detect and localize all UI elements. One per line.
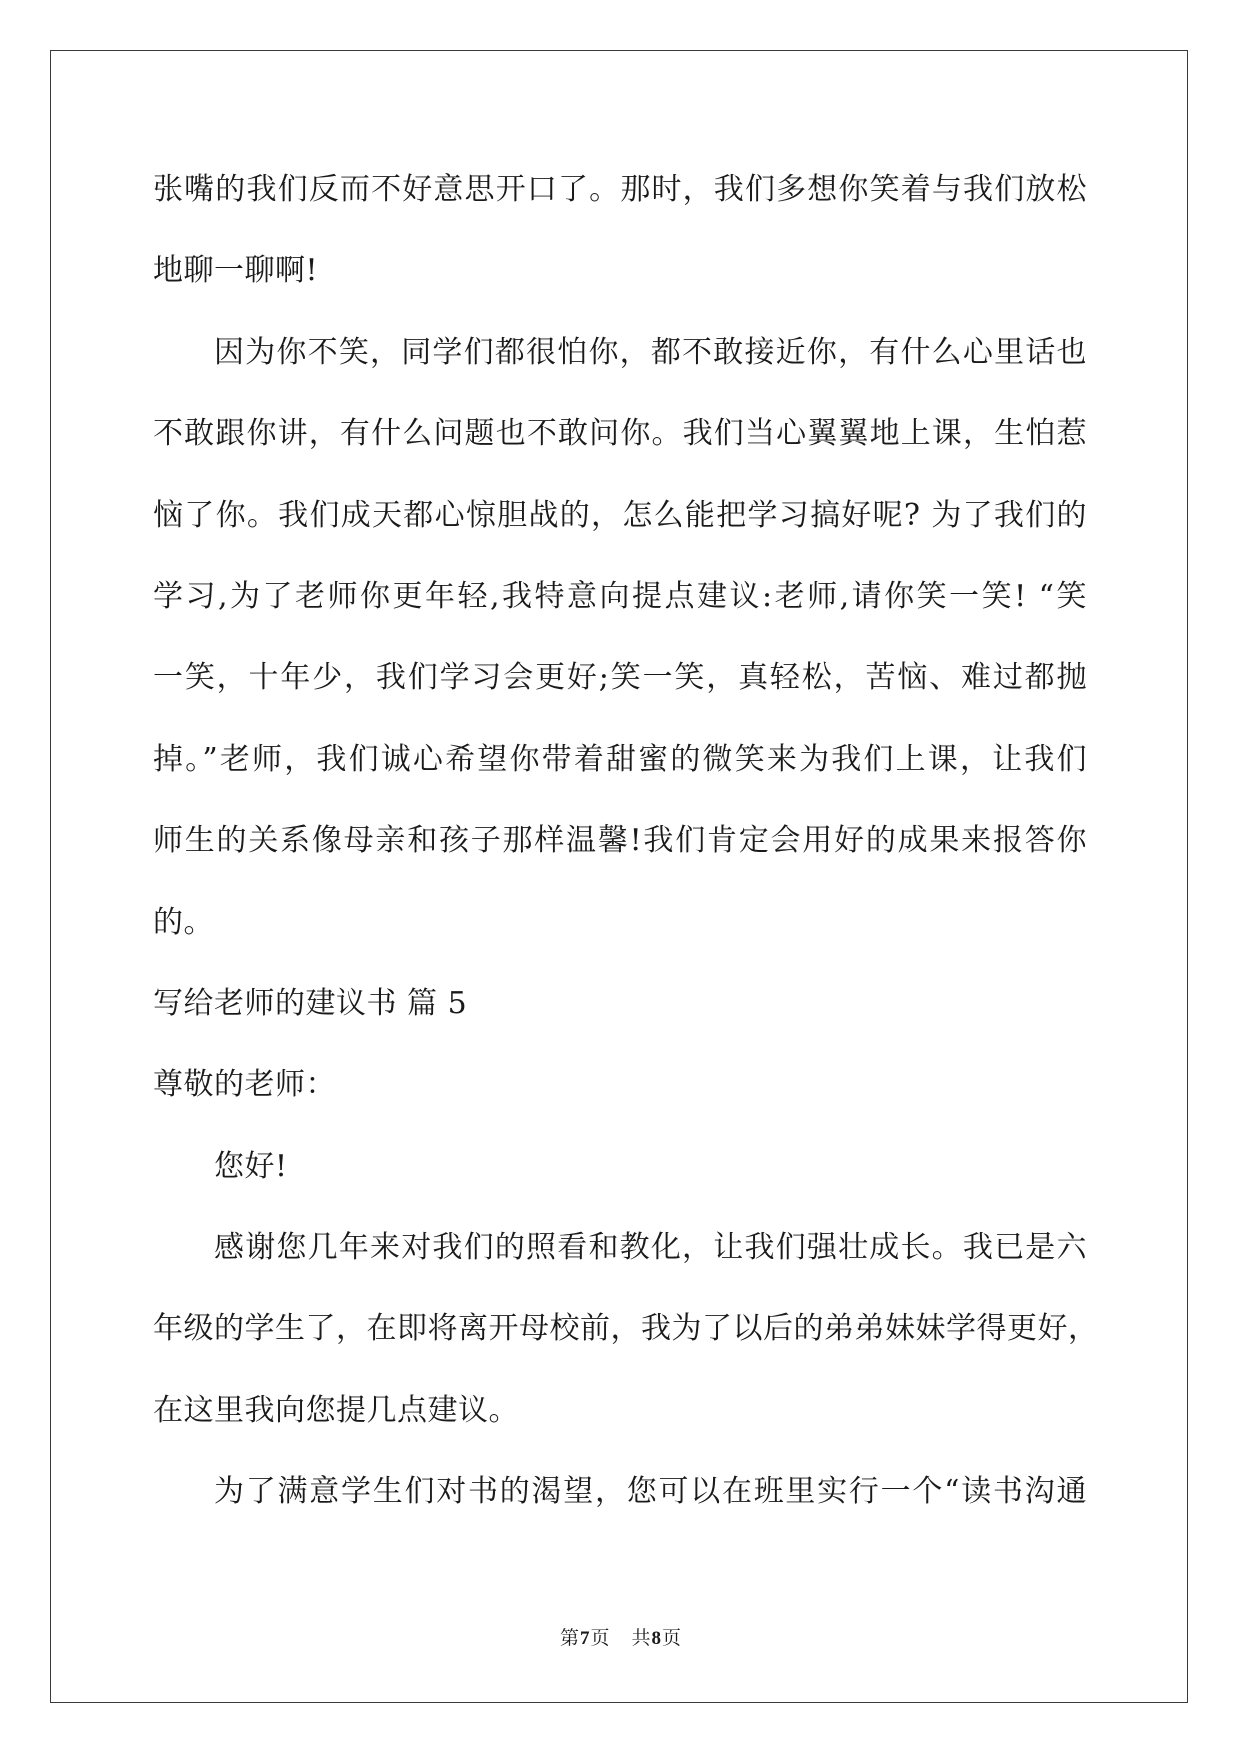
text-line: 地聊一聊啊! <box>153 253 319 289</box>
text-line: 感谢您几年来对我们的照看和教化，让我们强壮成长。我已是六 <box>214 1230 1087 1266</box>
salutation: 尊敬的老师： <box>153 1067 336 1103</box>
page-number-suffix: 页 <box>590 1627 610 1649</box>
text-line: 掉。”老师，我们诚心希望你带着甜蜜的微笑来为我们上课，让我们 <box>153 741 1087 777</box>
text-line: 恼了你。我们成天都心惊胆战的，怎么能把学习搞好呢? 为了我们的 <box>153 497 1087 533</box>
total-pages-suffix: 页 <box>662 1627 682 1649</box>
total-pages-number: 8 <box>651 1628 662 1649</box>
text-line: 张嘴的我们反而不好意思开口了。那时，我们多想你笑着与我们放松 <box>153 172 1087 207</box>
text-line: 一笑，十年少，我们学习会更好;笑一笑，真轻松，苦恼、难过都抛 <box>153 660 1087 696</box>
text-line: 的。 <box>153 904 214 940</box>
current-page-number: 7 <box>579 1628 590 1649</box>
text-line: 不敢跟你讲，有什么问题也不敢问你。我们当心翼翼地上课，生怕惹 <box>153 416 1087 452</box>
text-line: 师生的关系像母亲和孩子那样温馨!我们肯定会用好的成果来报答你 <box>153 823 1087 859</box>
text-line: 因为你不笑，同学们都很怕你，都不敢接近你，有什么心里话也 <box>214 334 1087 370</box>
document-body <box>153 149 1099 1533</box>
text-line: 学习,为了老师你更年轻,我特意向提点建议:老师,请你笑一笑! “笑 <box>153 578 1087 614</box>
greeting: 您好! <box>214 1148 288 1184</box>
text-line: 年级的学生了，在即将离开母校前，我为了以后的弟弟妹妹学得更好， <box>153 1311 1099 1347</box>
text-line: 为了满意学生们对书的渴望，您可以在班里实行一个“读书沟通 <box>214 1474 1087 1510</box>
page-footer <box>0 1624 1241 1653</box>
total-pages-prefix: 共 <box>631 1627 651 1649</box>
text-line: 在这里我向您提几点建议。 <box>153 1392 519 1428</box>
page-number-prefix: 第 <box>559 1627 579 1649</box>
section-heading: 写给老师的建议书 篇 5 <box>153 985 468 1021</box>
